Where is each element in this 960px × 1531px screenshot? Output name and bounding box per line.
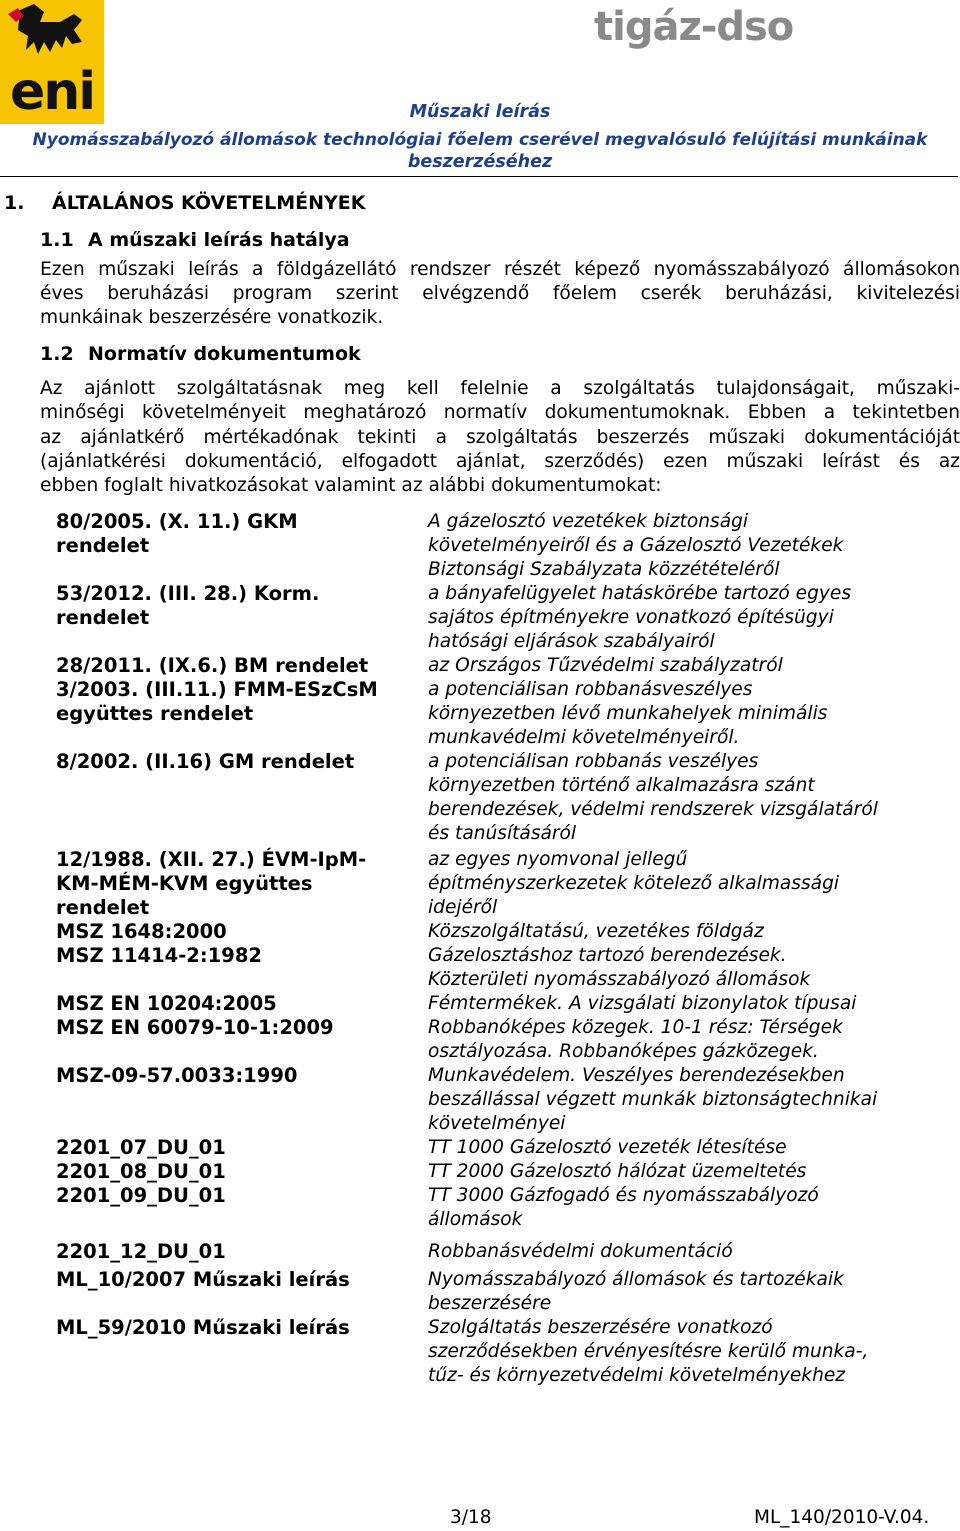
section-1-title: ÁLTALÁNOS KÖVETELMÉNYEK — [52, 192, 366, 214]
reference-description — [428, 1160, 928, 1184]
reference-code-line: együttes rendelet — [56, 702, 254, 725]
reference-code — [56, 1160, 416, 1184]
doc-title-line1: Nyomásszabályozó állomások technológiai főelem cserével megvalósuló felújítási munkáinak — [32, 130, 928, 150]
reference-description — [428, 582, 928, 654]
reference-code-line: MSZ 11414-2:1982 — [56, 944, 262, 967]
reference-description — [428, 750, 928, 846]
reference-description-line: környezetben lévő munkahelyek minimális — [428, 703, 828, 724]
section-1-1-line-1: Ezen műszaki leírás a földgázellátó rendszer részét képező nyomásszabályozó állomásokon — [40, 259, 960, 280]
section-1-2-line-2: minőségi követelményeit meghatározó normatív dokumentumoknak. Ebben a tekintetben — [40, 402, 960, 423]
reference-description — [428, 944, 928, 992]
reference-description-line: beszerzésére — [428, 1293, 552, 1314]
reference-description-line: tűz- és környezetvédelmi követelményekhez — [428, 1365, 846, 1386]
reference-description-line: az Országos Tűzvédelmi szabályzatról — [428, 655, 783, 676]
reference-description-line: Közszolgáltatású, vezetékes földgáz — [428, 921, 764, 942]
reference-code — [56, 920, 416, 944]
reference-code-line: 2201_09_DU_01 — [56, 1184, 226, 1207]
reference-description-line: Fémtermékek. A vizsgálati bizonylatok típusai — [428, 993, 857, 1014]
page-number: 3/18 — [450, 1507, 492, 1528]
tigaz-wordmark: tigáz-dso — [594, 4, 794, 50]
section-1-2-title: Normatív dokumentumok — [88, 343, 361, 365]
reference-description — [428, 1136, 928, 1160]
section-1-1-line-2: éves beruházási program szerint elvégzendő főelem cserék beruházási, kivitelezési — [40, 283, 960, 304]
section-1-1-number: 1.1 — [40, 229, 74, 251]
reference-code — [56, 848, 416, 920]
reference-code — [56, 992, 416, 1016]
reference-description-line: Gázelosztáshoz tartozó berendezések. — [428, 945, 787, 966]
reference-description-line: beszállással végzett munkák biztonságtechnikai — [428, 1089, 878, 1110]
reference-description — [428, 678, 928, 750]
reference-code — [56, 654, 416, 678]
reference-description-line: követelményeiről és a Gázelosztó Vezetékek — [428, 535, 844, 556]
doc-type: Műszaki leírás — [409, 102, 551, 122]
reference-code-line: 8/2002. (II.16) GM rendelet — [56, 750, 355, 773]
reference-code — [56, 1136, 416, 1160]
reference-description-line: Nyomásszabályozó állomások és tartozékaik — [428, 1269, 844, 1290]
reference-description-line: a bányafelügyelet hatáskörébe tartozó egyes — [428, 583, 852, 604]
reference-description-line: sajátos építményekre vonatkozó építésügyi — [428, 607, 834, 628]
reference-description-line: Biztonsági Szabályzata közzétételéről — [428, 559, 780, 580]
section-1-2-line-4: (ajánlatkérési dokumentáció, elfogadott ajánlat, szerződés) ezen műszaki leírást és az — [40, 451, 960, 472]
reference-description-line: TT 3000 Gázfogadó és nyomásszabályozó — [428, 1185, 819, 1206]
section-1-2-line-1: Az ajánlott szolgáltatásnak meg kell felelnie a szolgáltatás tulajdonságait, műszaki- — [40, 378, 960, 399]
reference-description-line: TT 2000 Gázelosztó hálózat üzemeltetés — [428, 1161, 807, 1182]
header-divider — [0, 176, 958, 177]
reference-description-line: építményszerkezetek kötelező alkalmassági — [428, 873, 840, 894]
reference-code — [56, 1316, 416, 1340]
reference-description-line: hatósági eljárások szabályairól — [428, 631, 715, 652]
reference-description — [428, 1064, 928, 1136]
reference-description-line: a potenciálisan robbanásveszélyes — [428, 679, 753, 700]
reference-description-line: berendezések, védelmi rendszerek vizsgálatáról — [428, 799, 878, 820]
reference-code-line: 80/2005. (X. 11.) GKM — [56, 510, 298, 533]
reference-description — [428, 848, 928, 920]
reference-code-line: rendelet — [56, 534, 150, 557]
reference-code-line: rendelet — [56, 896, 150, 919]
reference-description — [428, 1316, 928, 1388]
reference-description-line: TT 1000 Gázelosztó vezeték létesítése — [428, 1137, 787, 1158]
reference-code — [56, 1064, 416, 1088]
reference-code-line: 3/2003. (III.11.) FMM-ESzCsM — [56, 678, 378, 701]
reference-code-line: rendelet — [56, 606, 150, 629]
reference-description-line: munkavédelmi követelményeiről. — [428, 727, 740, 748]
reference-description-line: szerződésekben érvényesítésre kerülő munka-, — [428, 1341, 869, 1362]
reference-description-line: a potenciálisan robbanás veszélyes — [428, 751, 759, 772]
reference-description — [428, 1240, 928, 1264]
reference-description-line: Munkavédelem. Veszélyes berendezésekben — [428, 1065, 845, 1086]
reference-description-line: követelményei — [428, 1113, 566, 1134]
reference-code-line: MSZ EN 60079-10-1:2009 — [56, 1016, 334, 1039]
reference-code-line: KM-MÉM-KVM együttes — [56, 872, 313, 895]
reference-code — [56, 1240, 416, 1264]
eni-wordmark: eni — [9, 62, 95, 122]
reference-description-line: Robbanásvédelmi dokumentáció — [428, 1241, 733, 1262]
reference-description-line: Szolgáltatás beszerzésére vonatkozó — [428, 1317, 773, 1338]
reference-code — [56, 582, 416, 630]
doc-title-line2: beszerzéséhez — [407, 152, 553, 172]
reference-description — [428, 1184, 928, 1232]
reference-code-line: ML_59/2010 Műszaki leírás — [56, 1316, 350, 1339]
reference-code-line: ML_10/2007 Műszaki leírás — [56, 1268, 350, 1291]
reference-code-line: MSZ 1648:2000 — [56, 920, 227, 943]
reference-description — [428, 654, 928, 678]
reference-code-line: 2201_12_DU_01 — [56, 1240, 226, 1263]
reference-description — [428, 992, 928, 1016]
reference-description — [428, 920, 928, 944]
section-1-2-line-3: az ajánlatkérő mértékadónak tekinti a szolgáltatás beszerzés műszaki dokumentációját — [40, 427, 960, 448]
reference-code-line: 12/1988. (XII. 27.) ÉVM-IpM- — [56, 848, 367, 871]
reference-code — [56, 944, 416, 968]
document-id: ML_140/2010-V.04. — [754, 1507, 930, 1528]
reference-code-line: MSZ EN 10204:2005 — [56, 992, 277, 1015]
reference-description-line: idejéről — [428, 897, 498, 918]
section-1-1-line-3: munkáinak beszerzésére vonatkozik. — [40, 307, 384, 328]
reference-code-line: 2201_07_DU_01 — [56, 1136, 226, 1159]
reference-description-line: az egyes nyomvonal jellegű — [428, 849, 688, 870]
reference-code — [56, 678, 416, 726]
section-1-1-title: A műszaki leírás hatálya — [88, 229, 350, 251]
reference-description — [428, 1016, 928, 1064]
reference-code — [56, 510, 416, 558]
reference-description-line: osztályozása. Robbanóképes gázközegek. — [428, 1041, 819, 1062]
reference-description-line: Robbanóképes közegek. 10-1 rész: Térségek — [428, 1017, 843, 1038]
reference-code-line: 53/2012. (III. 28.) Korm. — [56, 582, 320, 605]
reference-code — [56, 1184, 416, 1208]
section-1-2-number: 1.2 — [40, 343, 74, 365]
reference-code-line: 2201_08_DU_01 — [56, 1160, 226, 1183]
reference-description — [428, 510, 928, 582]
reference-description-line: állomások — [428, 1209, 523, 1230]
reference-code — [56, 1016, 416, 1040]
reference-code — [56, 750, 416, 774]
reference-description-line: és tanúsításáról — [428, 823, 577, 844]
section-1-number: 1. — [4, 192, 25, 214]
reference-code-line: 28/2011. (IX.6.) BM rendelet — [56, 654, 369, 677]
reference-description-line: A gázelosztó vezetékek biztonsági — [428, 511, 749, 532]
reference-code — [56, 1268, 416, 1292]
section-1-2-line-5: ebben foglalt hivatkozásokat valamint az alábbi dokumentumokat: — [40, 475, 662, 496]
reference-description — [428, 1268, 928, 1316]
reference-description-line: Közterületi nyomásszabályozó állomások — [428, 969, 811, 990]
tigaz-dso-logo — [594, 4, 794, 52]
reference-code-line: MSZ-09-57.0033:1990 — [56, 1064, 298, 1087]
reference-description-line: környezetben történő alkalmazásra szánt — [428, 775, 815, 796]
